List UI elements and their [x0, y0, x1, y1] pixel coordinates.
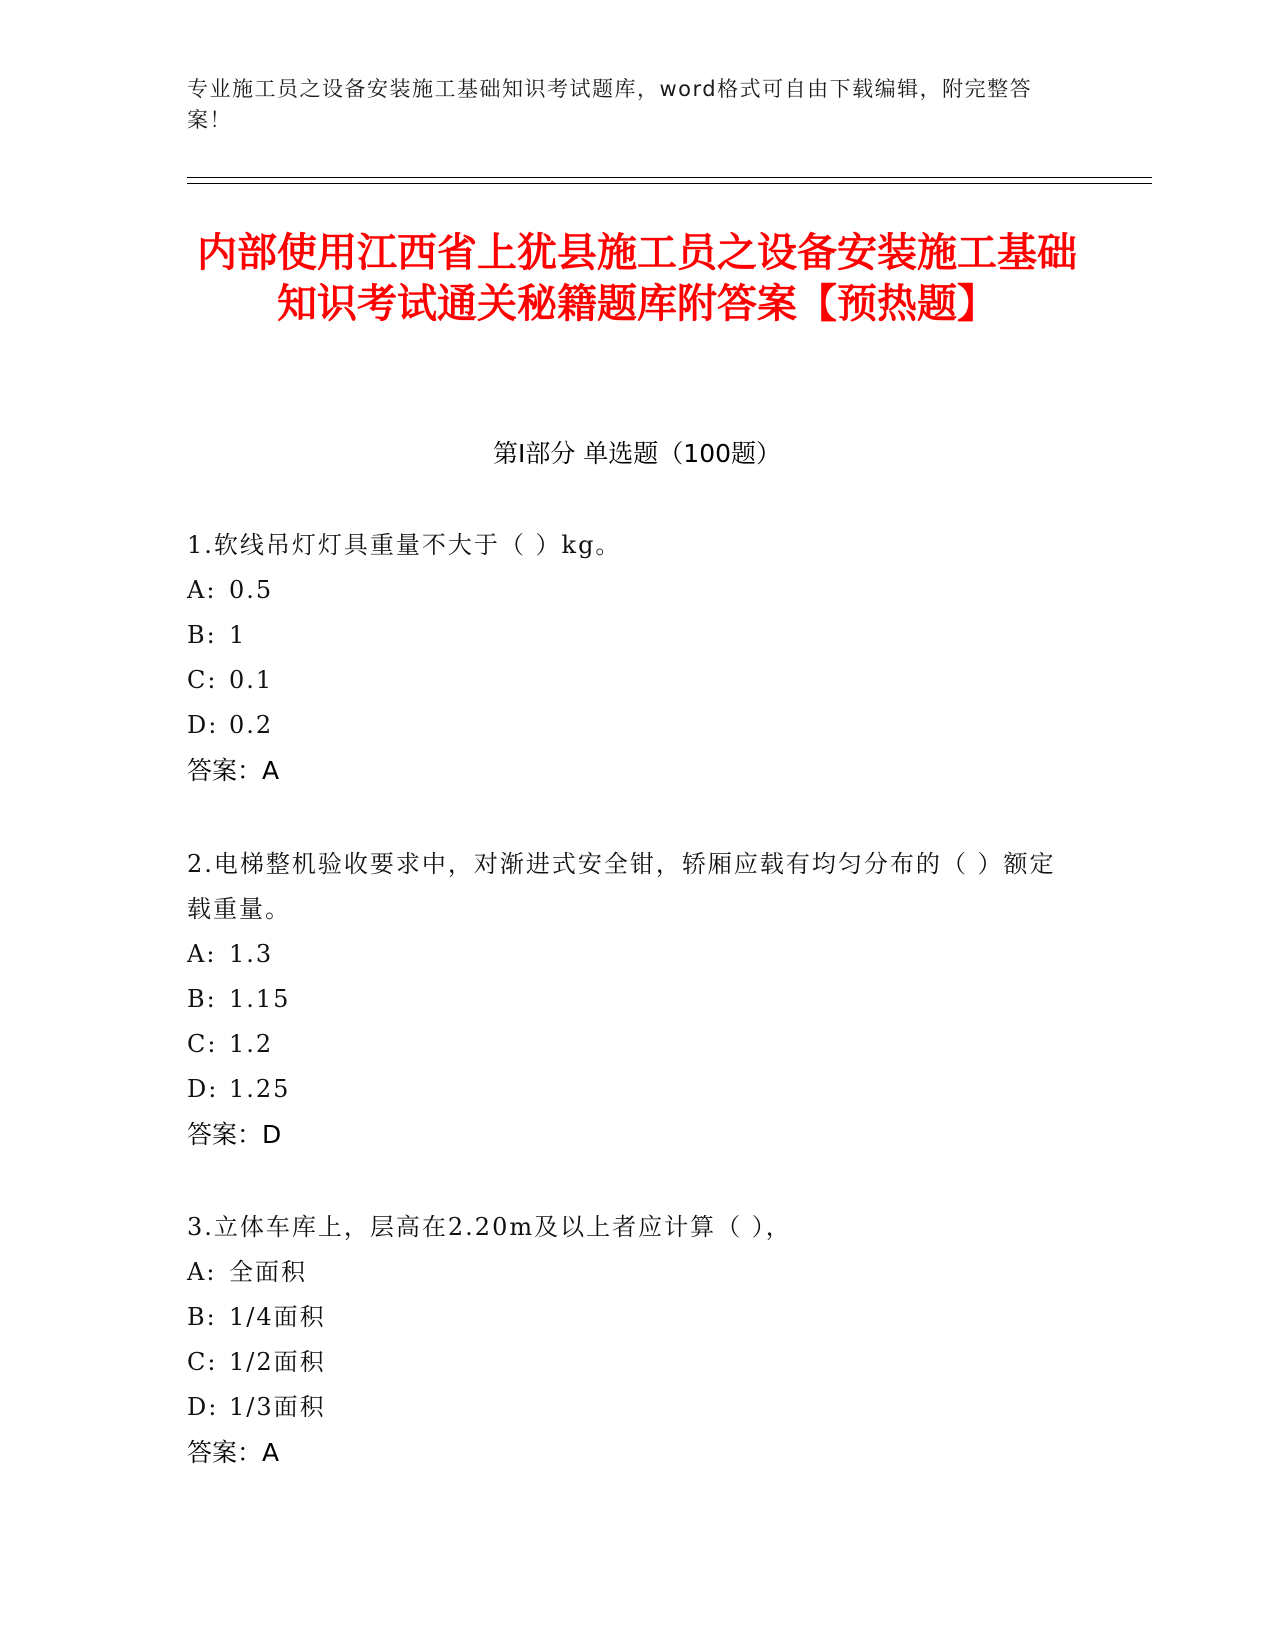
option-text: 1.3: [229, 940, 274, 968]
option-key: D:: [187, 1075, 219, 1103]
option-key: B:: [187, 1303, 217, 1331]
answer: 答案：A: [187, 756, 280, 785]
option-d: [187, 703, 1067, 748]
option-text: 1/3面积: [229, 1393, 326, 1421]
option-a: [187, 568, 1067, 613]
option-key: C:: [187, 666, 218, 694]
header-divider-top: [187, 177, 1152, 178]
option-text: 1.25: [229, 1075, 291, 1103]
option-b: [187, 613, 1067, 658]
document-title: 内部使用江西省上犹县施工员之设备安装施工基础知识考试通关秘籍题库附答案【预热题】: [197, 230, 1077, 327]
question-stem: 1.软线吊灯灯具重量不大于（ ）kg。: [187, 531, 622, 559]
option-text: 1: [229, 621, 247, 649]
option-a: [187, 932, 1067, 977]
option-d: [187, 1067, 1067, 1112]
option-text: 1/4面积: [229, 1303, 326, 1331]
option-key: B:: [187, 621, 217, 649]
question-2: [187, 842, 1067, 1157]
question-stem: 3.立体车库上，层高在2.20m及以上者应计算（ ），: [187, 1213, 792, 1241]
option-key: B:: [187, 985, 217, 1013]
header-divider-bottom: [187, 183, 1152, 184]
answer: 答案：A: [187, 1438, 280, 1467]
answer: 答案：D: [187, 1120, 282, 1149]
option-text: 0.2: [229, 711, 274, 739]
header-note: 专业施工员之设备安装施工基础知识考试题库，word格式可自由下载编辑，附完整答案！: [187, 77, 1033, 132]
option-text: 0.1: [229, 666, 274, 694]
question-3: [187, 1205, 1067, 1475]
option-text: 1/2面积: [229, 1348, 326, 1376]
option-key: A:: [187, 940, 217, 968]
option-c: [187, 658, 1067, 703]
option-b: [187, 1295, 1067, 1340]
option-key: C:: [187, 1030, 218, 1058]
option-c: [187, 1022, 1067, 1067]
option-text: 1.2: [229, 1030, 274, 1058]
option-text: 0.5: [229, 576, 274, 604]
question-stem: 2.电梯整机验收要求中，对渐进式安全钳，轿厢应载有均匀分布的（ ）额定载重量。: [187, 850, 1056, 923]
question-1: [187, 523, 1067, 793]
option-key: C:: [187, 1348, 218, 1376]
option-key: A:: [187, 576, 217, 604]
option-key: D:: [187, 711, 219, 739]
option-text: 全面积: [229, 1258, 307, 1286]
option-a: [187, 1250, 1067, 1295]
option-key: A:: [187, 1258, 217, 1286]
option-c: [187, 1340, 1067, 1385]
option-text: 1.15: [229, 985, 291, 1013]
option-key: D:: [187, 1393, 219, 1421]
option-b: [187, 977, 1067, 1022]
section-heading: 第Ⅰ部分 单选题（100题）: [492, 439, 782, 468]
option-d: [187, 1385, 1067, 1430]
